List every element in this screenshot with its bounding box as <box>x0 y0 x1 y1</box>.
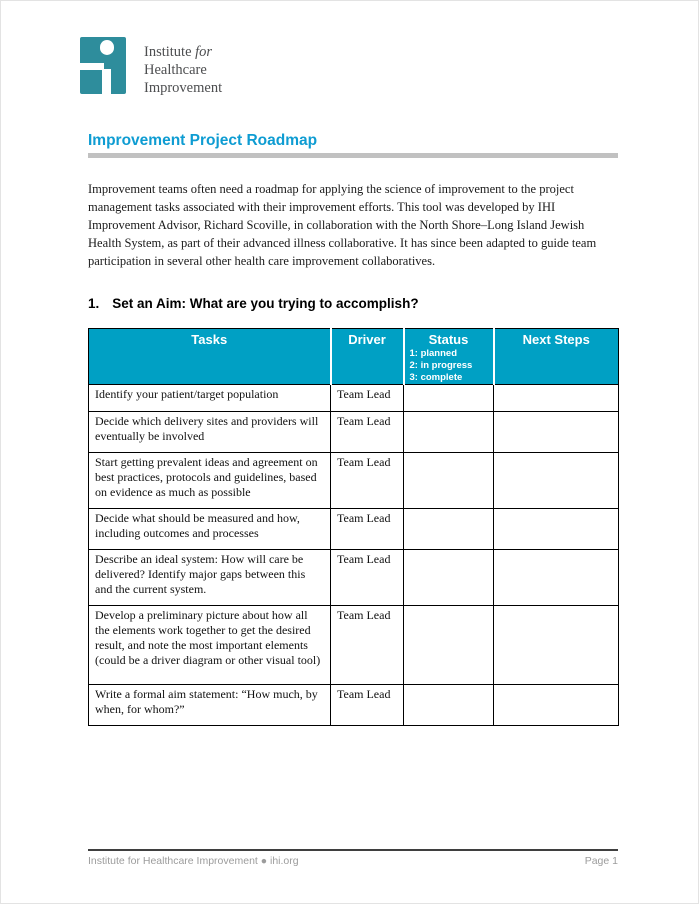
table-row <box>89 412 619 453</box>
footer-org-text: Institute for Healthcare Improvement ● ihi.org <box>88 855 299 867</box>
status-cell <box>404 453 494 509</box>
header-status-label: Status <box>428 332 469 347</box>
table-row <box>89 606 619 685</box>
logo-line-3: Improvement <box>144 80 223 96</box>
status-cell <box>404 385 494 412</box>
task-cell: Develop a preliminary picture about how all the elements work together to get the desired result, and note the most important elements (could be a driver diagram or other visual tool) <box>89 606 331 685</box>
header-driver: Driver <box>331 329 404 385</box>
next-steps-cell <box>494 509 619 550</box>
table-row <box>89 453 619 509</box>
driver-cell: Team Lead <box>331 685 404 726</box>
status-cell <box>404 550 494 606</box>
status-cell <box>404 606 494 685</box>
table-row <box>89 685 619 726</box>
page-title: Improvement Project Roadmap <box>88 132 318 149</box>
task-cell: Decide what should be measured and how, including outcomes and processes <box>89 509 331 550</box>
table-header <box>89 329 619 385</box>
table-row <box>89 385 619 412</box>
next-steps-cell <box>494 606 619 685</box>
section-number: 1. <box>88 296 100 311</box>
task-cell: Write a formal aim statement: “How much, by when, for whom?” <box>89 685 331 726</box>
logo-dot-cutout <box>100 40 115 55</box>
section-heading <box>88 296 419 311</box>
status-level-in-progress: 2: in progress <box>409 360 473 371</box>
driver-cell: Team Lead <box>331 550 404 606</box>
logo-line-1: Institute for <box>144 44 213 60</box>
footer-rule <box>88 849 618 851</box>
footer-page-number: Page 1 <box>584 855 618 867</box>
next-steps-cell <box>494 453 619 509</box>
table-header-row <box>89 329 619 385</box>
table-row <box>89 509 619 550</box>
status-cell <box>404 509 494 550</box>
status-level-planned: 1: planned <box>409 348 458 359</box>
page-footer <box>88 849 618 867</box>
task-cell: Start getting prevalent ideas and agreement on best practices, protocols and guidelines, based on evidence as much as possible <box>89 453 331 509</box>
logo-horizontal-cutout <box>80 63 104 70</box>
status-cell <box>404 685 494 726</box>
driver-cell: Team Lead <box>331 412 404 453</box>
task-cell: Identify your patient/target population <box>89 385 331 412</box>
next-steps-cell <box>494 385 619 412</box>
status-level-complete: 3: complete <box>409 372 463 383</box>
task-cell: Decide which delivery sites and providers will eventually be involved <box>89 412 331 453</box>
next-steps-cell <box>494 550 619 606</box>
footer-row <box>88 855 618 867</box>
title-underline <box>88 153 618 158</box>
header-status <box>404 329 494 385</box>
next-steps-cell <box>494 685 619 726</box>
table-body <box>89 385 619 726</box>
driver-cell: Team Lead <box>331 385 404 412</box>
header-tasks: Tasks <box>89 329 331 385</box>
ihi-logo-text <box>144 43 222 97</box>
task-cell: Describe an ideal system: How will care be delivered? Identify major gaps between this and the current system. <box>89 550 331 606</box>
ihi-logo-icon <box>80 37 126 94</box>
section-title: Set an Aim: What are you trying to accomplish? <box>112 296 419 311</box>
logo-vertical-cutout <box>102 69 111 94</box>
header-next-steps: Next Steps <box>494 329 619 385</box>
driver-cell: Team Lead <box>331 509 404 550</box>
intro-paragraph: Improvement teams often need a roadmap for applying the science of improvement to the project management tasks associated with their improvement efforts. This tool was developed by IHI Improvement Advisor, Richard Scoville, in collaboration with the North Shore–Long Island Jewish Health System, as part of their advanced illness collaborative. It has since been adapted to guide team participation in several other health care improvement collaboratives. <box>88 182 597 268</box>
table-row <box>89 550 619 606</box>
status-cell <box>404 412 494 453</box>
driver-cell: Team Lead <box>331 453 404 509</box>
logo-line-2: Healthcare <box>144 62 207 78</box>
roadmap-table <box>88 328 619 726</box>
next-steps-cell <box>494 412 619 453</box>
ihi-logo <box>80 37 222 97</box>
driver-cell: Team Lead <box>331 606 404 685</box>
